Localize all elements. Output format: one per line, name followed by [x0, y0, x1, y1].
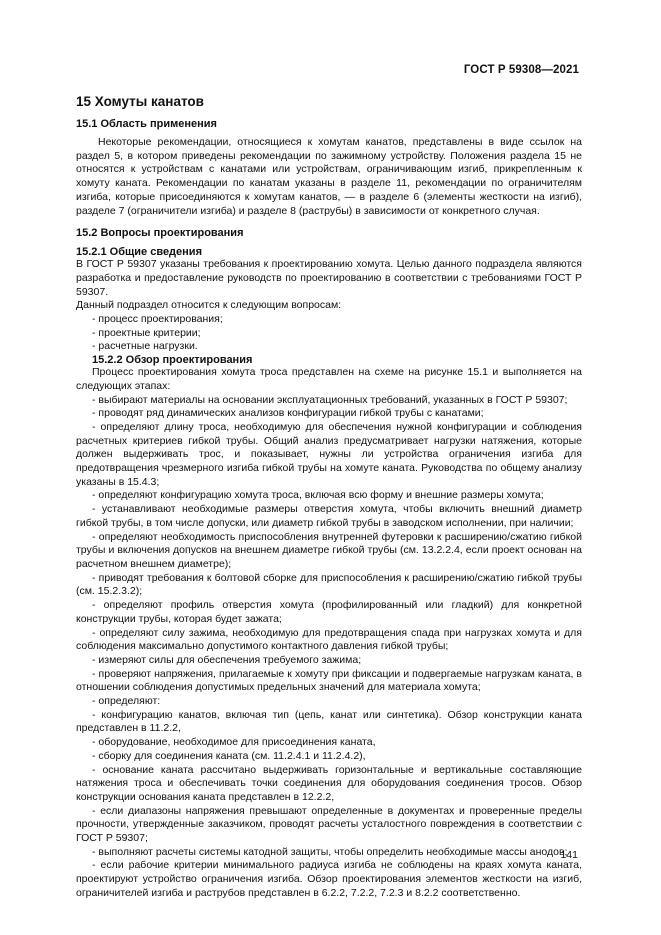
subsection-15-2-1-title: 15.2.1 Общие сведения: [76, 246, 202, 259]
list-item: - оборудование, необходимое для присоединения каната,: [92, 736, 376, 749]
list-item: - устанавливают необходимые размеры отверстия хомута, чтобы включить внешний диаметр гибкой трубы, в том числе допуски, или диаметр гибкой трубы в заводском исполнении, при наличии;: [76, 503, 582, 529]
subsection-15-2-2-title: 15.2.2 Обзор проектирования: [92, 354, 253, 367]
list-item: - если рабочие критерии минимального радиуса изгиба не соблюдены на краях хомута каната, проектируют устройство ограничения изгиба. Обзор проектирования элементов жесткости на изгиб, ограничителей изгиба и раструбов представлен в 6.2.2, 7.2.2, 7.2.3 и 8.2.2 соответственно.: [76, 859, 582, 899]
page-number: 141: [560, 849, 578, 861]
list-item: - процесс проектирования;: [92, 313, 223, 326]
list-item: - измеряют силы для обеспечения требуемого зажима;: [92, 653, 362, 666]
list-item: - определяют конфигурацию хомута троса, включая всю форму и внешние размеры хомута;: [92, 489, 544, 502]
list-item: - определяют:: [92, 695, 161, 708]
list-item: - определяют необходимость приспособления внутренней футеровки к расширению/сжатию гибкой трубы и включения допусков на внешнем диаметре гибкой трубы (см. 13.2.2.4, если проект основан на расчетном внешнем диаметре);: [76, 530, 582, 570]
list-item: - проводят ряд динамических анализов конфигурации гибкой трубы с канатами;: [92, 407, 484, 420]
section-title: 15 Хомуты канатов: [76, 94, 204, 109]
list-item: - выбирают материалы на основании эксплуатационных требований, указанных в ГОСТ Р 59307;: [92, 393, 568, 406]
list-item: - определяют длину троса, необходимую для обеспечения нужной конфигурации и соблюдения расчетных критериев гибкой трубы. Общий анализ предусматривает нагрузки натяжения, которые должен выдерживать трос, и показывает, нужны ли устройства ограничения изгиба для предотвращения чрезмерного изгиба гибкой трубы на хомуте каната. Руководства по общему анализу указаны в 15.4.3;: [76, 420, 582, 488]
paragraph: В ГОСТ Р 59307 указаны требования к проектированию хомута. Целью данного подраздела являются разработка и предоставление руководств по проектированию в соответствии с требованиями ГОСТ Р 59307.: [76, 258, 582, 298]
paragraph: Процесс проектирования хомута троса представлен на схеме на рисунке 15.1 и выполняется на следующих этапах:: [76, 366, 582, 392]
list-item: - определяют профиль отверстия хомута (профилированный или гладкий) для конкретной конструкции трубы, которая будет зажата;: [76, 599, 582, 625]
paragraph: Некоторые рекомендации, относящиеся к хомутам канатов, представлены в виде ссылок на раздел 5, в котором приведены рекомендации по зажимному устройству. Положения раздела 15 не относятся к устройствам с канатами или устройствам, ограничивающим изгиб, прикрепленным к хомуту каната. Рекомендации по канатам указаны в разделе 11, рекомендации по ограничителям изгиба, которые присоединяются к хомутам канатов, — в разделе 6 (элементы жесткости на изгиб), разделе 7 (ограничители изгиба) и разделе 8 (раструбы) в зависимости от конкретного случая.: [76, 136, 582, 217]
list-item: - конфигурацию канатов, включая тип (цепь, канат или синтетика). Обзор конструкции каната представлен в 11.2.2,: [76, 708, 582, 735]
list-item: - если диапазоны напряжения превышают определенные в документах и проверенные пределы прочности, утвержденные заказчиком, проводят расчеты усталостного повреждения в соответствии с ГОСТ Р 59307;: [76, 804, 582, 845]
page-content: [76, 94, 582, 901]
list-item: - выполняют расчеты системы катодной защиты, чтобы определить необходимые массы анодов;: [92, 845, 568, 858]
subsection-15-1-title: 15.1 Область применения: [76, 118, 217, 130]
list-item: - проектные критерии;: [92, 326, 201, 339]
list-item: - основание каната рассчитано выдерживать горизонтальные и вертикальные составляющие натяжения троса и обеспечивать точки соединения для оборудования соединения тросов. Обзор конструкции основания каната представлен в 12.2.2,: [76, 763, 582, 803]
list-item: - приводят требования к болтовой сборке для приспособления к расширению/сжатию гибкой трубы (см. 15.2.3.2);: [76, 571, 582, 598]
list-item: - сборку для соединения каната (см. 11.2.4.1 и 11.2.4.2),: [92, 749, 366, 762]
list-item: - проверяют напряжения, прилагаемые к хомуту при фиксации и подвергаемые нагрузкам каната, в отношении соблюдения допустимых предельных значений для материала хомута;: [76, 667, 582, 694]
paragraph: Данный подраздел относится к следующим вопросам:: [76, 299, 342, 312]
subsection-15-2-title: 15.2 Вопросы проектирования: [76, 227, 244, 240]
standard-header: ГОСТ Р 59308—2021: [463, 64, 579, 76]
list-item: - определяют силу зажима, необходимую для предотвращения спада при нагрузках хомута и для соблюдения максимально допустимого контактного давления гибкой трубы;: [76, 626, 582, 653]
list-item: - расчетные нагрузки.: [92, 340, 198, 353]
